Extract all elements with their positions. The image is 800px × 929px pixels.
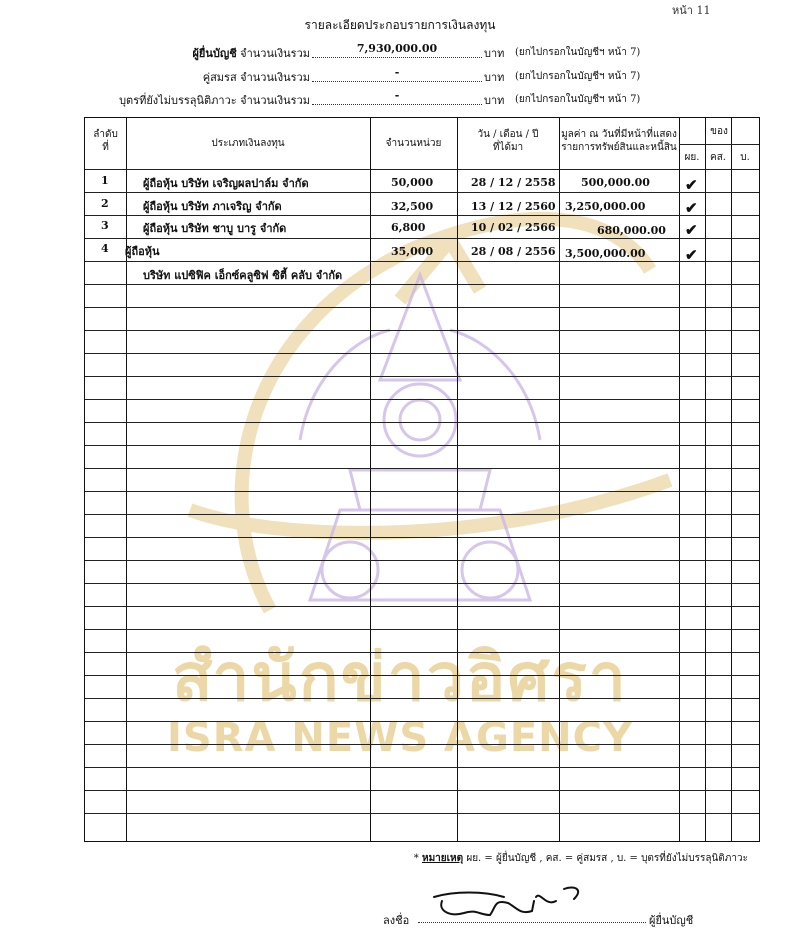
row-no: 3 (101, 219, 109, 232)
row-value: 680,000.00 (597, 224, 666, 237)
row-type: ผู้ถือหุ้น (125, 245, 160, 258)
footnote: * หมายเหตุ ผย. = ผู้ยื่นบัญชี , คส. = คู่สมรส , บ. = บุตรที่ยังไม่บรรลุนิติภาวะ (413, 853, 748, 864)
row-type: ผู้ถือหุ้น บริษัท เจริญผลปาล์ม จำกัด (143, 177, 309, 190)
header-owner-spouse: คส. (710, 152, 726, 163)
summary-note: (ยกไปกรอกในบัญชีฯ หน้า 7) (515, 94, 641, 105)
summary-label: ผู้ยื่นบัญชี จำนวนเงินรวม (192, 47, 310, 60)
summary-value: - (394, 89, 400, 102)
check-mark-icon: ✔ (685, 246, 698, 264)
row-units: 50,000 (391, 176, 434, 189)
page-number: หน้า 11 (672, 4, 711, 17)
row-value: 3,250,000.00 (565, 200, 646, 213)
summary-note: (ยกไปกรอกในบัญชีฯ หน้า 7) (515, 71, 641, 82)
row-no: 1 (101, 174, 109, 187)
signature-role: ผู้ยื่นบัญชี (649, 914, 694, 927)
row-units: 6,800 (391, 221, 426, 234)
investment-table (84, 117, 760, 842)
summary-value: 7,930,000.00 (356, 42, 438, 55)
summary-unit: บาท (484, 71, 505, 84)
summary-label: บุตรที่ยังไม่บรรลุนิติภาวะ จำนวนเงินรวม (119, 94, 310, 107)
row-date: 13 / 12 / 2560 (471, 200, 556, 213)
header-owner-child: บ. (740, 152, 750, 163)
summary-unit: บาท (484, 94, 505, 107)
header-no: ลำดับ ที่ (93, 129, 118, 153)
summary-label: คู่สมรส จำนวนเงินรวม (202, 71, 310, 84)
header-type: ประเภทเงินลงทุน (211, 138, 285, 149)
row-value: 500,000.00 (581, 176, 650, 189)
summary-unit: บาท (484, 47, 505, 60)
summary-filer (0, 44, 800, 64)
summary-child (0, 91, 800, 111)
summary-note: (ยกไปกรอกในบัญชีฯ หน้า 7) (515, 47, 641, 58)
row-no: 4 (101, 242, 109, 255)
watermark-english: ISRA NEWS AGENCY (167, 715, 633, 761)
signature-scribble-icon (424, 877, 594, 921)
row-value: 3,500,000.00 (565, 247, 646, 260)
document-title: รายละเอียดประกอบรายการเงินลงทุน (304, 18, 496, 32)
row-date: 28 / 12 / 2558 (471, 176, 556, 189)
row-date: 10 / 02 / 2566 (471, 221, 556, 234)
header-value: มูลค่า ณ วันที่มีหน้าที่แสดง รายการทรัพย์สินและหนี้สิน (561, 129, 677, 153)
row-type-continued: บริษัท แปซิฟิค เอ็กซ์คลูซิฟ ซิตี้ คลับ จำกัด (143, 269, 343, 282)
row-units: 32,500 (391, 200, 434, 213)
summary-spouse (0, 68, 800, 88)
header-units: จำนวนหน่วย (385, 138, 442, 149)
summary-value: - (394, 66, 400, 79)
watermark-thai: สำนักข่าวอิศรา (172, 639, 628, 716)
row-type: ผู้ถือหุ้น บริษัท ภาเจริญ จำกัด (143, 200, 282, 213)
signature-label: ลงชื่อ (383, 914, 410, 927)
row-no: 2 (101, 197, 109, 210)
check-mark-icon: ✔ (685, 221, 698, 239)
check-mark-icon: ✔ (685, 176, 698, 194)
header-owner-filer: ผย. (684, 152, 700, 163)
header-date: วัน / เดือน / ปี ที่ได้มา (477, 129, 539, 153)
row-units: 35,000 (391, 245, 434, 258)
check-mark-icon: ✔ (685, 199, 698, 217)
row-date: 28 / 08 / 2556 (471, 245, 556, 258)
header-owner: ของ (710, 126, 728, 137)
row-type: ผู้ถือหุ้น บริษัท ชาบู บารู จำกัด (143, 222, 287, 235)
